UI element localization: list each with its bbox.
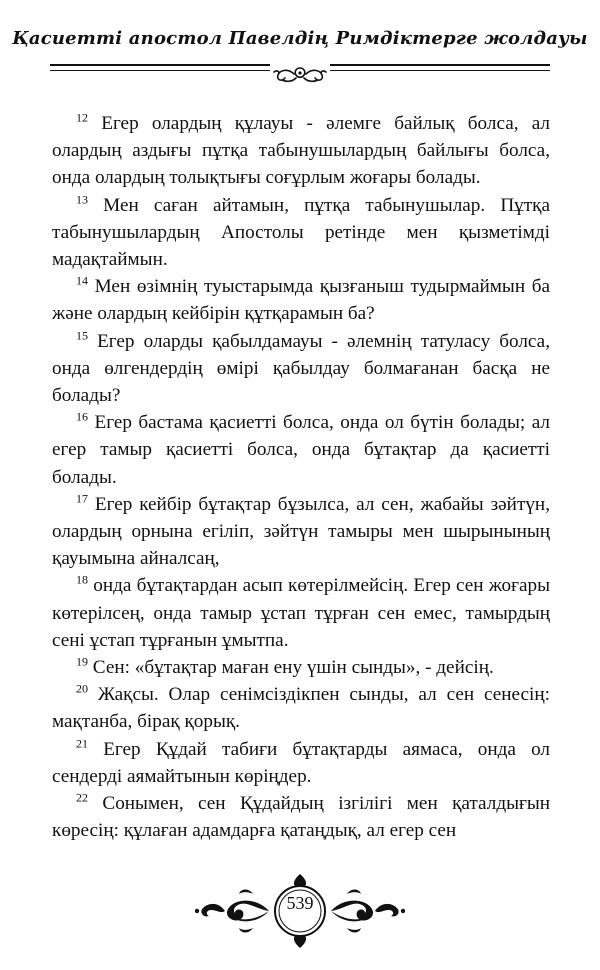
verse-number: 20 [76,681,88,696]
verse-text: Егер Құдай табиғи бұтақтарды аямаса, онда ол сендерді аямайтынын көріңдер. [52,738,551,787]
header-rule-left-thin [50,70,270,71]
header-ornament-icon [270,64,330,86]
verse-16 [52,409,550,491]
verse-14 [52,273,550,327]
verse-text: Егер олардың құлауы - әлемге байлық болса, ал олардың аздығы пұтқа табынушылардың байлығы болса, онда олардың толықтығы соғұрлым жоғары болады. [52,113,550,189]
verse-text: Сен: «бұтақтар маған ену үшін сынды», - дейсің. [92,657,494,679]
verse-text: Жақсы. Олар сенімсіздікпен сынды, ал сен сенесің: мақтанба, бірақ қорық. [52,684,550,733]
verse-12 [52,110,550,192]
header-rule-right-thick [330,64,550,66]
verse-number: 12 [76,110,88,125]
verse-number: 15 [76,328,88,343]
verse-number: 13 [76,192,88,207]
verse-15 [52,328,550,410]
verse-text: онда бұтақтардан асып көтерілмейсің. Егер сен жоғары көтерілсең, онда тамыр ұстап тұрған сен емес, тамырдың сені ұстап тұрғанын ұмытпа. [52,575,551,651]
header-rule-left-thick [50,64,270,66]
verse-number: 22 [76,790,88,805]
verse-21 [52,736,550,790]
verse-19 [52,654,550,681]
page-number: 539 [286,893,314,913]
verse-number: 19 [76,654,88,669]
verse-17 [52,491,550,573]
verse-text: Мен саған айтамын, пұтқа табынушылар. Пұтқа табынушылардың Апостолы ретінде мен қызметімді мадақтаймын. [52,194,551,271]
verse-text: Сонымен, сен Құдайдың ізгілігі мен қаталдығын көресің: құлаған адамдарға қатаңдық, ал егер сен [52,793,550,842]
verse-20 [52,681,550,735]
verse-number: 18 [76,573,88,588]
verse-number: 14 [76,273,88,288]
verse-list [52,110,550,844]
verse-text: Егер оларды қабылдамауы - әлемнің татуласу болса, онда өлгендердің өмірі қабылдау болмағанан басқа не болады? [52,330,550,407]
verse-18 [52,572,550,654]
verse-number: 17 [76,491,88,506]
verse-22 [52,790,550,844]
verse-number: 21 [76,736,88,751]
header-rule-right-thin [330,70,550,71]
running-head: Қасиетті апостол Павелдің Римдіктерге жолдауы [12,28,588,49]
verse-text: Егер кейбір бұтақтар бұзылса, ал сен, жабайы зәйтүн, олардың орнына егіліп, зәйтүн тамыры мен шырынының қауымына айналсаң, [52,493,550,570]
verse-text: Мен өзімнің туыстарымда қызғаныш тудырмаймын ба және олардың кейбірін құтқарамын ба? [52,276,550,325]
verse-13 [52,192,550,274]
verse-number: 16 [76,409,88,424]
verse-text: Егер бастама қасиетті болса, онда ол бүтін болады; ал егер тамыр қасиетті болса, онда бұтақтар да қасиетті болады. [52,412,551,488]
